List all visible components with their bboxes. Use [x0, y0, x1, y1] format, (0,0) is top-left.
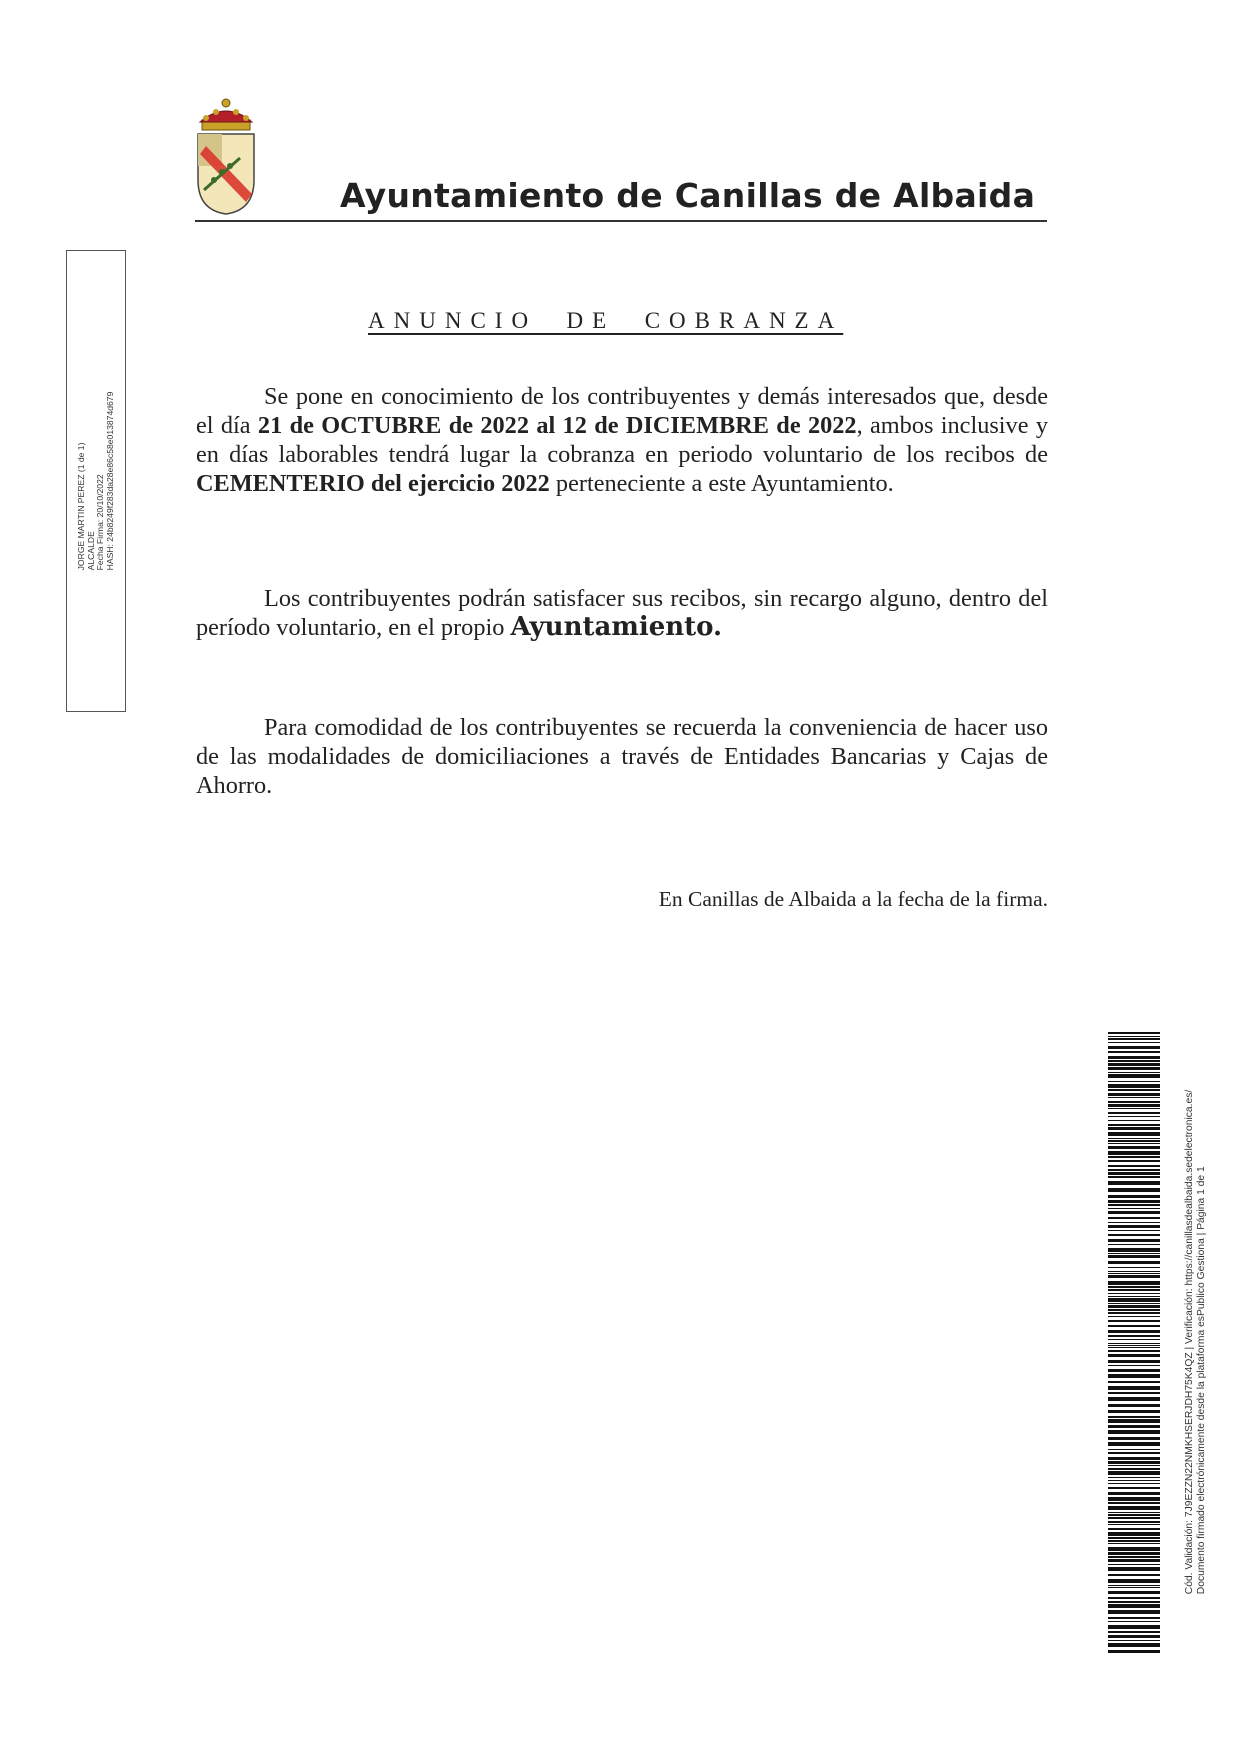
barcode-bar	[1108, 1343, 1160, 1344]
barcode-bar	[1108, 1225, 1160, 1228]
barcode-bar	[1108, 1643, 1160, 1647]
barcode-bar	[1108, 1211, 1160, 1214]
barcode-bar	[1108, 1036, 1160, 1037]
verification-footer	[1184, 1090, 1208, 1594]
barcode-bar	[1108, 1556, 1160, 1558]
barcode-bar	[1108, 1200, 1160, 1203]
barcode-bar	[1108, 1487, 1160, 1489]
barcode-bar	[1108, 1625, 1160, 1629]
barcode-bar	[1108, 1631, 1160, 1633]
barcode-bar	[1108, 1296, 1160, 1297]
barcode-bar	[1108, 1116, 1160, 1117]
barcode-bar	[1108, 1204, 1160, 1206]
barcode-bar	[1108, 1404, 1160, 1407]
signature-stamp	[66, 250, 126, 712]
barcode-bar	[1108, 1303, 1160, 1304]
barcode-bar	[1108, 1517, 1160, 1519]
barcode-bar	[1108, 1374, 1160, 1378]
barcode-bar	[1108, 1143, 1160, 1144]
barcode-bar	[1108, 1650, 1160, 1653]
barcode-bar	[1108, 1093, 1160, 1096]
barcode-bar	[1108, 1640, 1160, 1641]
barcode-bar	[1108, 1449, 1160, 1450]
barcode-bar	[1108, 1325, 1160, 1327]
barcode-bar	[1108, 1452, 1160, 1454]
barcode-bar	[1108, 1081, 1160, 1082]
barcode-bar	[1108, 1046, 1160, 1049]
barcode-bar	[1108, 1350, 1160, 1352]
barcode-bar	[1108, 1617, 1160, 1619]
barcode-bar	[1108, 1330, 1160, 1333]
barcode-bar	[1108, 1271, 1160, 1272]
barcode-bar	[1108, 1156, 1160, 1158]
verification-code: Cód. Validación: 7J9EZZN22NMKHSERJDH75K4QZ | Verificación: https://canillasdealbaida.sedelectronica.es/	[1184, 1089, 1195, 1595]
barcode-bar	[1108, 1471, 1160, 1475]
barcode-bar	[1108, 1056, 1160, 1059]
barcode-bar	[1108, 1430, 1160, 1434]
barcode-bar	[1108, 1635, 1160, 1638]
paragraph-payment-location	[196, 584, 1048, 642]
barcode-bar	[1108, 1032, 1160, 1034]
barcode-bar	[1108, 1273, 1160, 1274]
p1-date-range: 21 de OCTUBRE de 2022 al 12 de DICIEMBRE de 2022	[257, 412, 857, 439]
barcode-bar	[1108, 1345, 1160, 1346]
barcode-bar	[1108, 1169, 1160, 1171]
barcode-bar	[1108, 1442, 1160, 1446]
p3-text: Para comodidad de los contribuyentes se recuerda la conveniencia de hacer uso de las modalidades de domiciliaciones a través de Entidades Bancarias y Cajas de Ahorro.	[196, 714, 1048, 799]
barcode-bar	[1108, 1567, 1160, 1571]
p2-location: Ayuntamiento.	[510, 612, 723, 642]
barcode-bar	[1108, 1506, 1160, 1510]
barcode-bar	[1108, 1074, 1160, 1078]
announcement-title: ANUNCIO DE COBRANZA	[368, 308, 844, 333]
p1-text-2: , ambos inclusive y en días laborables tendrá lugar la cobranza en periodo voluntario de los recibos de	[196, 412, 1048, 468]
barcode-bar	[1108, 1521, 1160, 1523]
barcode-bar	[1108, 1564, 1160, 1565]
barcode-bar	[1108, 1339, 1160, 1340]
barcode-icon	[1108, 1032, 1160, 1654]
barcode-bar	[1108, 1552, 1160, 1555]
barcode-bar	[1108, 1038, 1160, 1040]
barcode-bar	[1108, 1253, 1160, 1254]
barcode-bar	[1108, 1386, 1160, 1390]
barcode-bar	[1108, 1461, 1160, 1464]
barcode-bar	[1108, 1601, 1160, 1603]
coat-of-arms-icon	[192, 98, 260, 216]
barcode-bar	[1108, 1230, 1160, 1231]
barcode-bar	[1108, 1514, 1160, 1516]
barcode-bar	[1108, 1465, 1160, 1466]
barcode-bar	[1108, 1181, 1160, 1185]
barcode-bar	[1108, 1437, 1160, 1440]
barcode-bar	[1108, 1354, 1160, 1357]
barcode-bar	[1108, 1132, 1160, 1136]
barcode-bar	[1108, 1528, 1160, 1530]
barcode-bar	[1108, 1101, 1160, 1103]
barcode-bar	[1108, 1138, 1160, 1139]
barcode-bar	[1108, 1587, 1160, 1588]
paragraph-collection-period	[196, 382, 1048, 498]
barcode-bar	[1108, 1151, 1160, 1155]
barcode-bar	[1108, 1621, 1160, 1622]
barcode-bar	[1108, 1120, 1160, 1121]
barcode-bar	[1108, 1547, 1160, 1551]
barcode-bar	[1108, 1063, 1160, 1066]
municipality-title: Ayuntamiento de Canillas de Albaida	[340, 176, 1036, 215]
barcode-bar	[1108, 1591, 1160, 1594]
barcode-bar	[1108, 1286, 1160, 1288]
barcode-bar	[1108, 1293, 1160, 1294]
barcode-bar	[1108, 1261, 1160, 1264]
barcode-bar	[1108, 1416, 1160, 1418]
barcode-bar	[1108, 1497, 1160, 1501]
barcode-bar	[1108, 1234, 1160, 1236]
barcode-bar	[1108, 1532, 1160, 1536]
barcode-bar	[1108, 1176, 1160, 1178]
barcode-bar	[1108, 1468, 1160, 1470]
barcode-bar	[1108, 1492, 1160, 1495]
barcode-bar	[1108, 1188, 1160, 1192]
barcode-bar	[1108, 1381, 1160, 1383]
p1-text-1: Se pone en conocimiento de los contribuyentes y demás interesados que, desde el día	[196, 383, 1048, 439]
barcode-bar	[1108, 1072, 1160, 1073]
barcode-bar	[1108, 1275, 1160, 1278]
barcode-bar	[1108, 1604, 1160, 1608]
barcode-bar	[1108, 1104, 1160, 1107]
barcode-bar	[1108, 1146, 1160, 1149]
p2-text-1: Los contribuyentes podrán satisfacer sus recibos, sin recargo alguno, dentro del período voluntario, en el propio	[196, 585, 1048, 641]
barcode-bar	[1108, 1244, 1160, 1245]
barcode-bar	[1108, 1559, 1160, 1562]
barcode-bar	[1108, 1597, 1160, 1599]
barcode-bar	[1108, 1543, 1160, 1544]
p1-tax-concept: CEMENTERIO del ejercicio 2022	[196, 470, 550, 497]
barcode-bar	[1108, 1457, 1160, 1460]
barcode-bar	[1108, 1208, 1160, 1209]
barcode-bar	[1108, 1537, 1160, 1539]
barcode-bar	[1108, 1512, 1160, 1513]
barcode-bar	[1108, 1419, 1160, 1423]
barcode-bar	[1108, 1140, 1160, 1142]
barcode-bar	[1108, 1042, 1160, 1043]
barcode-bar	[1108, 1574, 1160, 1576]
barcode-bar	[1108, 1097, 1160, 1098]
barcode-bar	[1108, 1425, 1160, 1428]
barcode-bar	[1108, 1579, 1160, 1583]
barcode-bar	[1108, 1108, 1160, 1109]
barcode-bar	[1108, 1369, 1160, 1372]
barcode-bar	[1108, 1255, 1160, 1258]
barcode-bar	[1108, 1320, 1160, 1322]
paragraph-direct-debit	[196, 713, 1048, 800]
barcode-bar	[1108, 1309, 1160, 1311]
barcode-bar	[1108, 1397, 1160, 1401]
barcode-bar	[1108, 1360, 1160, 1363]
barcode-bar	[1108, 1060, 1160, 1062]
barcode-bar	[1108, 1239, 1160, 1242]
barcode-bar	[1108, 1089, 1160, 1091]
barcode-bar	[1108, 1160, 1160, 1162]
barcode-bar	[1108, 1305, 1160, 1308]
barcode-bar	[1108, 1312, 1160, 1314]
barcode-bar	[1108, 1248, 1160, 1252]
barcode-bar	[1108, 1222, 1160, 1223]
signature-hash: HASH: 24b8249f283da28e86c58e013874d679	[104, 391, 115, 571]
barcode-bar	[1108, 1172, 1160, 1175]
barcode-bar	[1108, 1610, 1160, 1614]
closing-line: En Canillas de Albaida a la fecha de la firma.	[658, 887, 1048, 911]
barcode-bar	[1108, 1124, 1160, 1126]
barcode-bar	[1108, 1195, 1160, 1198]
barcode-bar	[1108, 1267, 1160, 1268]
barcode-bar	[1108, 1347, 1160, 1348]
barcode-bar	[1108, 1298, 1160, 1302]
barcode-bar	[1108, 1165, 1160, 1167]
platform-notice: Documento firmado electrónicamente desde la plataforma esPublico Gestiona | Página 1 de 1	[1196, 1166, 1207, 1595]
barcode-bar	[1108, 1540, 1160, 1542]
barcode-bar	[1108, 1410, 1160, 1413]
barcode-bar	[1108, 1217, 1160, 1219]
barcode-bar	[1108, 1585, 1160, 1586]
barcode-bar	[1108, 1483, 1160, 1484]
barcode-bar	[1108, 1365, 1160, 1366]
barcode-bar	[1108, 1051, 1160, 1053]
barcode-bar	[1108, 1289, 1160, 1291]
barcode-bar	[1108, 1480, 1160, 1481]
barcode-bar	[1108, 1281, 1160, 1285]
barcode-bar	[1108, 1316, 1160, 1317]
barcode-bar	[1108, 1335, 1160, 1337]
barcode-bar	[1108, 1524, 1160, 1525]
signer-role: ALCALDE	[85, 531, 96, 571]
signature-date: Fecha Firma: 20/10/2022	[95, 474, 105, 571]
barcode-bar	[1108, 1392, 1160, 1394]
barcode-bar	[1108, 1112, 1160, 1114]
barcode-bar	[1108, 1502, 1160, 1504]
barcode-bar	[1108, 1084, 1160, 1088]
p1-text-3: perteneciente a este Ayuntamiento.	[549, 470, 894, 497]
barcode-bar	[1108, 1477, 1160, 1478]
barcode-bar	[1108, 1127, 1160, 1130]
barcode-bar	[1108, 1067, 1160, 1070]
signer-name: JORGE MARTIN PEREZ (1 de 1)	[76, 442, 86, 571]
header-divider	[195, 220, 1047, 222]
